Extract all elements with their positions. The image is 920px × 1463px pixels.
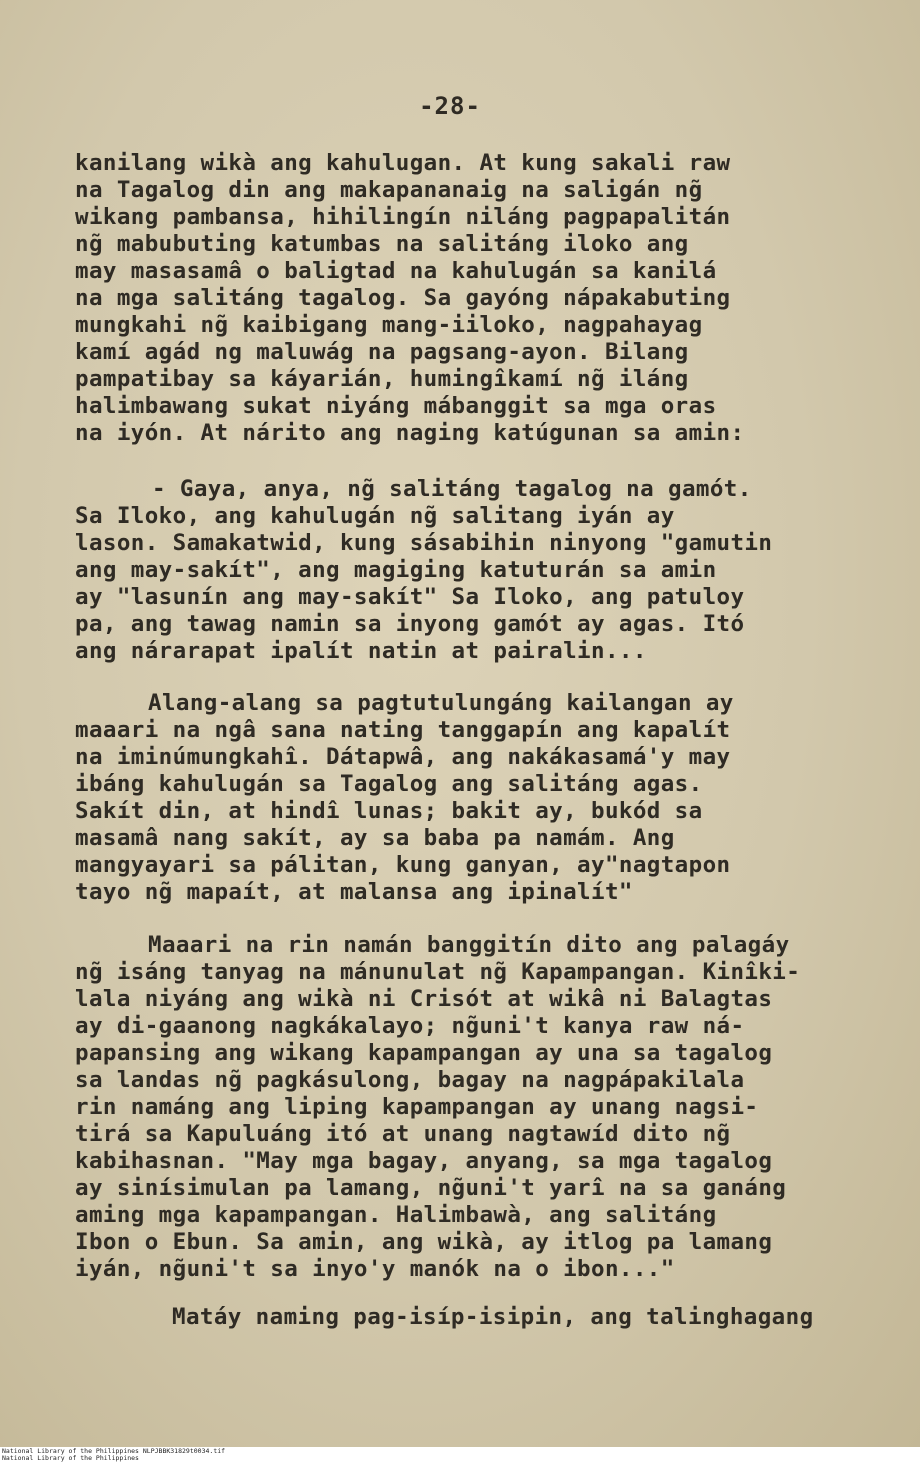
text-line: may masasamâ o baligtad na kahulugán sa kanilá xyxy=(75,258,717,284)
text-line: lason. Samakatwid, kung sásabihin ninyong "gamutin xyxy=(75,530,773,556)
text-line: tayo ng̃ mapaít, at malansa ang ipinalít" xyxy=(75,879,633,905)
text-line: Matáy naming pag-isíp-isipin, ang talinghagang xyxy=(172,1304,814,1330)
text-line: ng̃ mabubuting katumbas na salitáng iloko ang xyxy=(75,231,689,257)
text-line: tirá sa Kapuluáng itó at unang nagtawíd dito ng̃ xyxy=(75,1121,731,1147)
page-number: -28- xyxy=(419,92,481,120)
text-line: halimbawang sukat niyáng mábanggit sa mga oras xyxy=(75,393,717,419)
text-line: ay di-gaanong nagkákalayo; ng̃uni't kanya raw ná- xyxy=(75,1013,745,1039)
text-line: Sa Iloko, ang kahulugán ng̃ salitang iyán ay xyxy=(75,503,675,529)
text-line: pa, ang tawag namin sa inyong gamót ay agas. Itó xyxy=(75,611,745,637)
text-line: sa landas ng̃ pagkásulong, bagay na nagpápakilala xyxy=(75,1067,745,1093)
text-line: iyán, ng̃uni't sa inyo'y manók na o ibon..." xyxy=(75,1256,675,1282)
text-line: Maaari na rin namán banggitín dito ang palagáy xyxy=(148,932,790,958)
text-line: na mga salitáng tagalog. Sa gayóng nápakabuting xyxy=(75,285,731,311)
text-line: kanilang wikà ang kahulugan. At kung sakali raw xyxy=(75,150,731,176)
text-line: papansing ang wikang kapampangan ay una sa tagalog xyxy=(75,1040,773,1066)
text-line: ay "lasunín ang may-sakít" Sa Iloko, ang patuloy xyxy=(75,584,745,610)
footer-line-2: National Library of the Philippines xyxy=(2,1454,139,1462)
text-line: ang may-sakít", ang magiging katuturán sa amin xyxy=(75,557,717,583)
text-line: ibáng kahulugán sa Tagalog ang salitáng agas. xyxy=(75,771,703,797)
text-line: mungkahi ng̃ kaibigang mang-iiloko, nagpahayag xyxy=(75,312,703,338)
text-line: pampatibay sa káyarián, humingîkamí ng̃ iláng xyxy=(75,366,689,392)
text-line: masamâ nang sakít, ay sa baba pa namám. Ang xyxy=(75,825,675,851)
scan-footer xyxy=(0,1447,920,1463)
text-line: rin namáng ang liping kapampangan ay unang nagsi- xyxy=(75,1094,759,1120)
text-line: ng̃ isáng tanyag na mánunulat ng̃ Kapampangan. Kinîki- xyxy=(75,959,801,985)
text-line: - Gaya, anya, ng̃ salitáng tagalog na gamót. xyxy=(152,476,752,502)
text-line: ay sinísimulan pa lamang, ng̃uni't yarî na sa ganáng xyxy=(75,1175,787,1201)
text-line: ang nárarapat ipalít natin at pairalin... xyxy=(75,638,647,664)
text-line: wikang pambansa, hihilingín niláng pagpapalitán xyxy=(75,204,731,230)
text-line: mangyayari sa pálitan, kung ganyan, ay"nagtapon xyxy=(75,852,731,878)
text-line: Sakít din, at hindî lunas; bakit ay, bukód sa xyxy=(75,798,703,824)
text-line: maaari na ngâ sana nating tanggapín ang kapalít xyxy=(75,717,731,743)
text-line: Alang-alang sa pagtutulungáng kailangan ay xyxy=(148,690,734,716)
text-line: na iminúmungkahî. Dátapwâ, ang nakákasamá'y may xyxy=(75,744,731,770)
text-line: na Tagalog din ang makapananaig na saligán ng̃ xyxy=(75,177,703,203)
text-line: aming mga kapampangan. Halimbawà, ang salitáng xyxy=(75,1202,717,1228)
text-line: na iyón. At nárito ang naging katúgunan sa amin: xyxy=(75,420,745,446)
text-line: lala niyáng ang wikà ni Crisót at wikâ ni Balagtas xyxy=(75,986,773,1012)
text-line: kabihasnan. "May mga bagay, anyang, sa mga tagalog xyxy=(75,1148,773,1174)
text-line: kamí agád ng maluwág na pagsang-ayon. Bilang xyxy=(75,339,689,365)
footer-line-1: National Library of the Philippines NLPJBBK31829t0034.tif xyxy=(2,1447,226,1455)
text-line: Ibon o Ebun. Sa amin, ang wikà, ay itlog pa lamang xyxy=(75,1229,773,1255)
